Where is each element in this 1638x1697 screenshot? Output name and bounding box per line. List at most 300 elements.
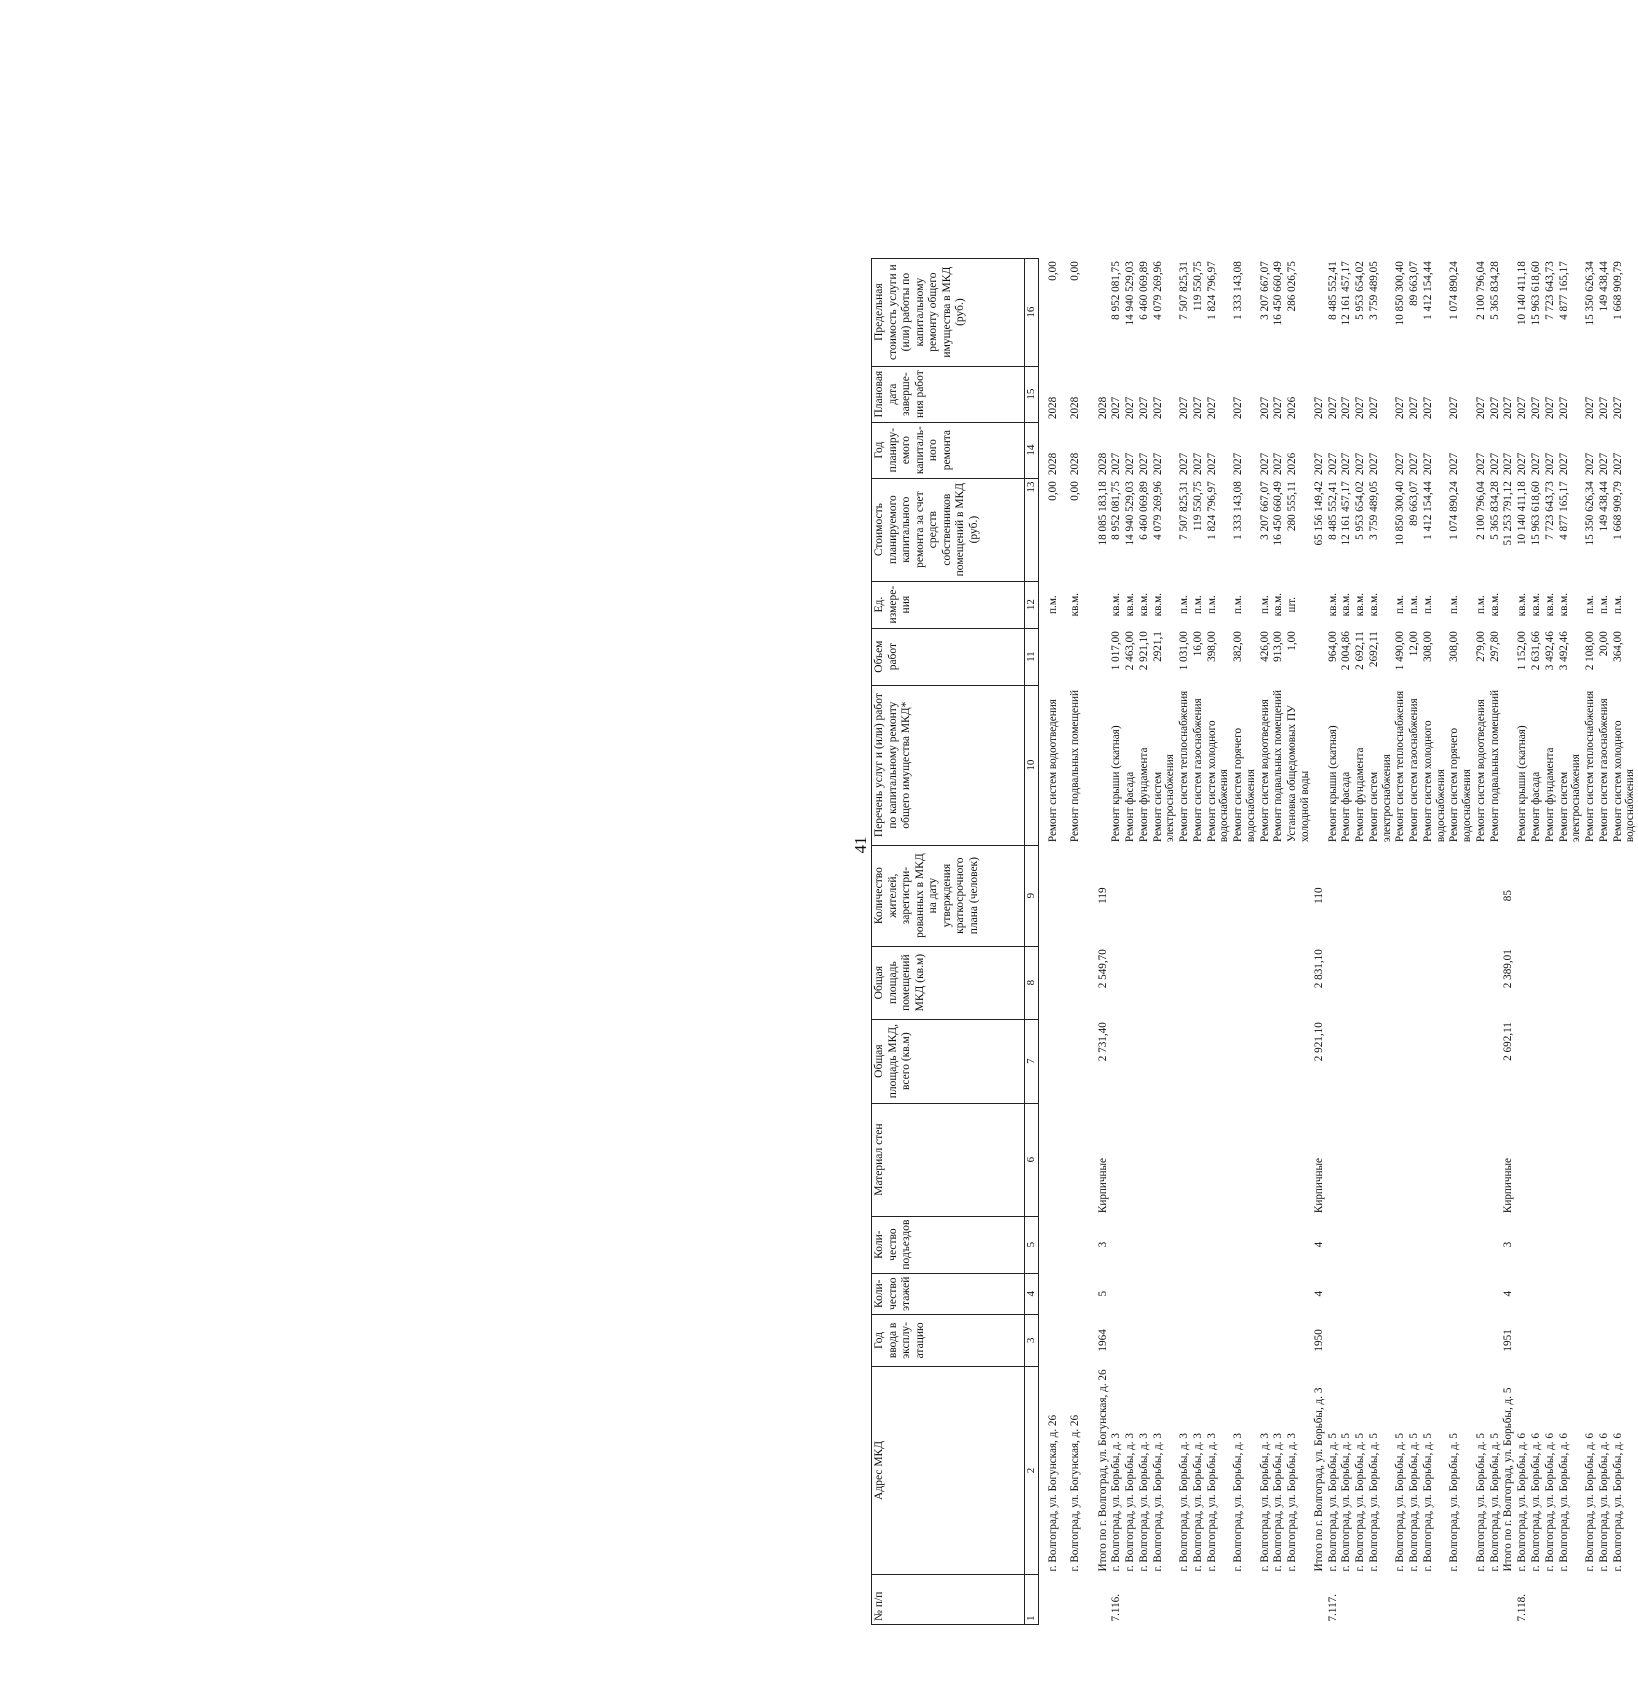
work-type-cell	[1502, 685, 1516, 845]
table-row	[1558, 258, 1585, 1624]
work-type-cell: Ремонт систем газоснабжения	[1191, 698, 1204, 843]
volume-cell: 1 031,00	[1178, 631, 1191, 671]
table-row	[1448, 258, 1475, 1624]
year-cell	[1558, 1314, 1585, 1366]
max-cost-cell: 6 460 069,89	[1137, 261, 1150, 320]
floors-cell	[1448, 1273, 1475, 1314]
cost-cell: 51 253 791,12	[1502, 481, 1515, 546]
completion-date-cell: 2027	[1272, 396, 1285, 420]
volume-cell: 16,00	[1191, 631, 1204, 657]
year-cell	[1530, 1314, 1544, 1366]
wall-material-cell	[1232, 1103, 1259, 1216]
header-cell: № п/п	[872, 1575, 1025, 1625]
entrances-cell	[1327, 1216, 1341, 1273]
floors-cell	[1489, 1273, 1503, 1314]
completion-date-cell: 2027	[1326, 396, 1339, 420]
address-cell: г. Волгоград, ул. Борьбы, д. 6	[1584, 1433, 1597, 1572]
total-area-cell	[1584, 1019, 1598, 1103]
table-row	[1138, 258, 1152, 1624]
address-cell: г. Волгоград, ул. Борьбы, д. 3	[1286, 1433, 1299, 1572]
work-type-cell: Ремонт фундамента	[1137, 747, 1150, 843]
unit-cell: п.м.	[1178, 595, 1191, 614]
year-cell	[1152, 1314, 1179, 1366]
address-cell: г. Волгоград, ул. Борьбы, д. 3	[1124, 1433, 1137, 1572]
repair-year-cell: 2027	[1326, 452, 1339, 476]
table-row	[1422, 258, 1449, 1624]
max-cost-cell: 89 663,07	[1408, 261, 1421, 306]
table-row	[1489, 258, 1503, 1624]
table-row	[1598, 258, 1612, 1624]
address-cell: г. Волгоград, ул. Борьбы, д. 5	[1421, 1433, 1434, 1572]
completion-date-cell: 2027	[1340, 396, 1353, 420]
entrances-cell	[1394, 1216, 1408, 1273]
repair-year-cell: 2027	[1151, 452, 1164, 476]
residents-cell	[1530, 845, 1544, 946]
work-type-cell: Ремонт систем холодного водоснабжения	[1611, 720, 1637, 843]
volume-cell: 3 492,46	[1543, 631, 1556, 671]
address-cell: г. Волгоград, ул. Борьбы, д. 3	[1205, 1433, 1218, 1572]
year-cell	[1124, 1314, 1138, 1366]
repair-year-cell: 2027	[1232, 452, 1245, 476]
unit-cell: п.м.	[1258, 595, 1271, 614]
completion-date-cell: 2027	[1137, 396, 1150, 420]
wall-material-cell	[1124, 1103, 1138, 1216]
repair-year-cell: 2027	[1597, 452, 1610, 476]
address-cell: Итого по г. Волгоград, ул. Борьбы, д. 5	[1502, 1387, 1515, 1572]
unit-cell: кв.м.	[1557, 592, 1570, 617]
header-cell: Перечень услуг и (или) работ по капитальному ремонту общего имущества МКД*	[872, 685, 1025, 845]
volume-cell: 2 004,86	[1340, 631, 1353, 671]
entrances-cell	[1558, 1216, 1585, 1273]
entrances-cell: 3	[1096, 1241, 1109, 1248]
volume-cell: 2921,1	[1151, 631, 1164, 662]
address-cell: г. Волгоград, ул. Борьбы, д. 6	[1597, 1433, 1610, 1572]
volume-cell: 3 492,46	[1557, 631, 1570, 671]
total-area-cell	[1272, 1019, 1286, 1103]
completion-date-cell: 2027	[1394, 396, 1407, 420]
wall-material-cell	[1408, 1103, 1422, 1216]
unit-cell	[1083, 581, 1111, 628]
residents-cell	[1272, 845, 1286, 946]
premises-area-cell	[1327, 946, 1341, 1019]
year-cell	[1138, 1314, 1152, 1366]
volume-cell	[1502, 628, 1516, 685]
table-row	[1083, 258, 1111, 1624]
floors-cell	[1138, 1273, 1152, 1314]
year-cell	[1192, 1314, 1206, 1366]
table-row	[1612, 258, 1638, 1624]
premises-area-cell	[1489, 946, 1503, 1019]
work-type-cell: Ремонт систем холодного водоснабжения	[1205, 720, 1231, 843]
repair-year-cell: 2027	[1543, 452, 1556, 476]
residents-cell	[1584, 845, 1598, 946]
year-cell	[1584, 1314, 1598, 1366]
row-number	[1558, 1575, 1585, 1625]
table-row	[1313, 258, 1327, 1624]
year-cell	[1448, 1314, 1475, 1366]
total-area-cell	[1489, 1019, 1503, 1103]
wall-material-cell	[1584, 1103, 1598, 1216]
premises-area-cell	[1178, 946, 1192, 1019]
unit-cell: п.м.	[1584, 595, 1597, 614]
completion-date-cell: 2027	[1408, 396, 1421, 420]
wall-material-cell	[1448, 1103, 1475, 1216]
table-row	[1327, 258, 1341, 1624]
total-area-cell	[1475, 1019, 1489, 1103]
volume-cell: 1 017,00	[1110, 631, 1123, 671]
year-cell	[1232, 1314, 1259, 1366]
address-cell: г. Волгоград, ул. Борьбы, д. 5	[1448, 1433, 1461, 1572]
work-type-cell: Ремонт систем газоснабжения	[1597, 698, 1610, 843]
completion-date-cell: 2027	[1367, 396, 1380, 420]
year-cell	[1327, 1314, 1341, 1366]
address-cell: г. Волгоград, ул. Борьбы, д. 3	[1232, 1433, 1245, 1572]
wall-material-cell	[1038, 1103, 1060, 1216]
year-cell	[1286, 1314, 1313, 1366]
repair-year-cell: 2027	[1421, 452, 1434, 476]
floors-cell: 5	[1096, 1290, 1109, 1297]
column-number: 3	[1025, 1314, 1039, 1366]
unit-cell: кв.м.	[1530, 592, 1542, 617]
row-number	[1272, 1575, 1286, 1625]
cost-cell: 16 450 660,49	[1272, 481, 1285, 546]
max-cost-cell: 10 850 300,40	[1394, 261, 1407, 326]
wall-material-cell	[1259, 1103, 1273, 1216]
volume-cell: 2 921,10	[1137, 631, 1150, 671]
total-area-cell	[1192, 1019, 1206, 1103]
max-cost-cell: 14 940 529,03	[1124, 261, 1137, 326]
max-cost-cell: 1 412 154,44	[1421, 261, 1434, 320]
floors-cell: 4	[1312, 1290, 1325, 1297]
max-cost-cell: 15 350 626,34	[1584, 261, 1597, 326]
year-cell	[1408, 1314, 1422, 1366]
max-cost-cell: 286 026,75	[1286, 261, 1299, 312]
unit-cell: п.м.	[1394, 595, 1407, 614]
work-type-cell	[1313, 685, 1327, 845]
table-row	[1206, 258, 1233, 1624]
floors-cell	[1530, 1273, 1544, 1314]
premises-area-cell	[1138, 946, 1152, 1019]
table-row	[1544, 258, 1558, 1624]
year-cell	[1038, 1314, 1060, 1366]
total-area-cell	[1544, 1019, 1558, 1103]
column-number: 14	[1025, 422, 1039, 478]
address-cell: г. Волгоград, ул. Борьбы, д. 3	[1191, 1433, 1204, 1572]
year-cell	[1272, 1314, 1286, 1366]
premises-area-cell: 2 549,70	[1096, 949, 1109, 989]
cost-cell: 7 507 825,31	[1178, 481, 1191, 540]
completion-date-cell: 2027	[1124, 396, 1137, 420]
volume-cell	[1061, 628, 1083, 685]
row-number	[1354, 1575, 1368, 1625]
floors-cell	[1038, 1273, 1060, 1314]
completion-date-cell: 2027	[1205, 396, 1218, 420]
work-type-cell: Ремонт систем водоотведения	[1046, 699, 1059, 843]
row-number	[1544, 1575, 1558, 1625]
repair-year-cell: 2027	[1530, 452, 1542, 476]
residents-cell	[1368, 845, 1395, 946]
premises-area-cell	[1272, 946, 1286, 1019]
address-cell: г. Волгоград, ул. Борьбы, д. 5	[1394, 1433, 1407, 1572]
wall-material-cell	[1178, 1103, 1192, 1216]
unit-cell: кв.м.	[1543, 592, 1556, 617]
completion-date-cell: 2027	[1488, 396, 1501, 420]
year-cell	[1340, 1314, 1354, 1366]
unit-cell	[1502, 581, 1516, 628]
premises-area-cell	[1448, 946, 1475, 1019]
table-row	[1124, 258, 1138, 1624]
wall-material-cell	[1192, 1103, 1206, 1216]
volume-cell: 382,00	[1232, 631, 1245, 662]
total-area-cell	[1178, 1019, 1192, 1103]
wall-material-cell	[1368, 1103, 1395, 1216]
column-number: 5	[1025, 1216, 1039, 1273]
premises-area-cell	[1038, 946, 1060, 1019]
row-number	[1286, 1575, 1313, 1625]
total-area-cell	[1408, 1019, 1422, 1103]
table-row	[1408, 258, 1422, 1624]
floors-cell	[1206, 1273, 1233, 1314]
unit-cell: п.м.	[1232, 595, 1245, 614]
completion-date-cell: 2027	[1232, 396, 1245, 420]
address-cell: г. Волгоград, ул. Борьбы, д. 6	[1557, 1433, 1570, 1572]
capital-repair-table	[871, 258, 1638, 1625]
unit-cell: п.м.	[1205, 595, 1218, 614]
address-cell: г. Волгоград, ул. Борьбы, д. 5	[1326, 1433, 1339, 1572]
cost-cell: 1 412 154,44	[1421, 481, 1434, 540]
entrances-cell	[1178, 1216, 1192, 1273]
floors-cell	[1178, 1273, 1192, 1314]
premises-area-cell	[1408, 946, 1422, 1019]
completion-date-cell: 2027	[1530, 396, 1542, 420]
row-number: 7.117.	[1326, 1593, 1339, 1622]
repair-year-cell: 2027	[1408, 452, 1421, 476]
volume-cell: 2 692,11	[1354, 631, 1367, 670]
row-number	[1598, 1575, 1612, 1625]
work-type-cell: Ремонт фундамента	[1543, 747, 1556, 843]
premises-area-cell	[1516, 946, 1530, 1019]
unit-cell	[1313, 581, 1327, 628]
floors-cell	[1475, 1273, 1489, 1314]
address-cell: г. Волгоград, ул. Борьбы, д. 5	[1408, 1433, 1421, 1572]
entrances-cell	[1612, 1216, 1638, 1273]
column-number: 11	[1025, 628, 1039, 685]
row-number	[1178, 1575, 1192, 1625]
floors-cell	[1516, 1273, 1530, 1314]
volume-cell	[1313, 628, 1327, 685]
entrances-cell	[1340, 1216, 1354, 1273]
max-cost-cell: 2 100 796,04	[1474, 261, 1487, 320]
row-number	[1475, 1575, 1489, 1625]
address-cell: г. Волгоград, ул. Борьбы, д. 5	[1367, 1433, 1380, 1572]
completion-date-cell: 2027	[1597, 396, 1610, 420]
floors-cell	[1368, 1273, 1395, 1314]
address-cell: г. Волгоград, ул. Борьбы, д. 3	[1110, 1433, 1123, 1572]
entrances-cell	[1286, 1216, 1313, 1273]
volume-cell: 2 108,00	[1584, 631, 1597, 671]
entrances-cell	[1448, 1216, 1475, 1273]
premises-area-cell	[1340, 946, 1354, 1019]
work-type-cell: Ремонт систем электроснабжения	[1557, 754, 1583, 843]
repair-year-cell: 2027	[1516, 452, 1529, 476]
wall-material-cell: Кирпичные	[1502, 1158, 1515, 1214]
unit-cell: кв.м.	[1488, 592, 1501, 617]
wall-material-cell	[1475, 1103, 1489, 1216]
entrances-cell	[1206, 1216, 1233, 1273]
residents-cell	[1489, 845, 1503, 946]
premises-area-cell	[1286, 946, 1313, 1019]
completion-date-cell: 2027	[1421, 396, 1434, 420]
max-cost-cell: 5 365 834,28	[1488, 261, 1501, 320]
total-area-cell	[1354, 1019, 1368, 1103]
cost-cell: 8 485 552,41	[1326, 481, 1339, 540]
cost-cell: 12 161 457,17	[1340, 481, 1353, 546]
entrances-cell	[1152, 1216, 1179, 1273]
entrances-cell	[1038, 1216, 1060, 1273]
wall-material-cell: Кирпичные	[1096, 1158, 1109, 1214]
wall-material-cell	[1558, 1103, 1585, 1216]
wall-material-cell	[1516, 1103, 1530, 1216]
total-area-cell	[1558, 1019, 1585, 1103]
volume-cell: 1 152,00	[1516, 631, 1529, 671]
floors-cell	[1612, 1273, 1638, 1314]
max-cost-cell: 12 161 457,17	[1340, 261, 1353, 326]
entrances-cell: 4	[1312, 1241, 1325, 1248]
wall-material-cell	[1272, 1103, 1286, 1216]
wall-material-cell	[1354, 1103, 1368, 1216]
total-area-cell	[1368, 1019, 1395, 1103]
completion-date-cell: 2027	[1191, 396, 1204, 420]
unit-cell: п.м.	[1046, 595, 1059, 614]
row-number	[1489, 1575, 1503, 1625]
table-row	[1340, 258, 1354, 1624]
work-type-cell: Ремонт крыши (скатная)	[1326, 725, 1339, 843]
row-number	[1530, 1575, 1544, 1625]
premises-area-cell	[1259, 946, 1273, 1019]
entrances-cell: 3	[1502, 1241, 1515, 1248]
column-number: 9	[1025, 845, 1039, 946]
unit-cell: кв.м.	[1137, 592, 1150, 617]
max-cost-cell: 1 668 909,79	[1611, 261, 1624, 320]
column-number: 6	[1025, 1103, 1039, 1216]
total-area-cell	[1530, 1019, 1544, 1103]
address-cell: г. Волгоград, ул. Борьбы, д. 5	[1474, 1433, 1487, 1572]
floors-cell	[1584, 1273, 1598, 1314]
cost-cell: 15 350 626,34	[1584, 481, 1597, 546]
unit-cell: шт.	[1286, 596, 1299, 613]
max-cost-cell: 15 963 618,60	[1530, 261, 1542, 326]
residents-cell	[1354, 845, 1368, 946]
premises-area-cell	[1530, 946, 1544, 1019]
table-row	[1061, 258, 1083, 1624]
residents-cell	[1232, 845, 1259, 946]
volume-cell: 913,00	[1272, 631, 1285, 662]
completion-date-cell: 2028	[1046, 396, 1059, 420]
header-cell: Стоимость планируемого капитального ремонта за счет средств собственников помещений в МКД (руб.)	[872, 478, 1025, 581]
address-cell: г. Волгоград, ул. Борьбы, д. 5	[1488, 1433, 1501, 1572]
residents-cell	[1192, 845, 1206, 946]
year-cell	[1354, 1314, 1368, 1366]
repair-year-cell: 2027	[1137, 452, 1150, 476]
completion-date-cell: 2027	[1516, 396, 1529, 420]
cost-cell: 4 877 165,17	[1557, 481, 1570, 540]
total-area-cell: 2 731,40	[1096, 1022, 1109, 1062]
entrances-cell	[1544, 1216, 1558, 1273]
repair-year-cell: 2027	[1584, 452, 1597, 476]
residents-cell	[1327, 845, 1341, 946]
premises-area-cell	[1558, 946, 1585, 1019]
year-cell	[1110, 1314, 1124, 1366]
wall-material-cell	[1152, 1103, 1179, 1216]
floors-cell	[1354, 1273, 1368, 1314]
table-row	[1584, 258, 1598, 1624]
repair-year-cell: 2027	[1340, 452, 1353, 476]
premises-area-cell	[1394, 946, 1408, 1019]
floors-cell	[1340, 1273, 1354, 1314]
table-row	[1192, 258, 1206, 1624]
volume-cell	[1083, 628, 1111, 685]
cost-cell: 280 555,11	[1286, 481, 1299, 532]
residents-cell	[1516, 845, 1530, 946]
completion-date-cell: 2027	[1502, 396, 1515, 420]
residents-cell: 85	[1502, 890, 1515, 902]
premises-area-cell	[1192, 946, 1206, 1019]
table-body	[1038, 258, 1638, 1624]
floors-cell	[1598, 1273, 1612, 1314]
completion-date-cell: 2027	[1110, 396, 1123, 420]
floors-cell	[1152, 1273, 1179, 1314]
entrances-cell	[1489, 1216, 1503, 1273]
total-area-cell	[1152, 1019, 1179, 1103]
header-cell: Предельная стоимость услуги и (или) работы по капитальному ремонту общего имущества в МКД (руб.)	[872, 258, 1025, 366]
premises-area-cell: 2 831,10	[1312, 949, 1325, 989]
year-cell	[1612, 1314, 1638, 1366]
column-number: 15	[1025, 366, 1039, 422]
volume-cell: 2 631,66	[1530, 631, 1542, 671]
premises-area-cell	[1232, 946, 1259, 1019]
residents-cell	[1061, 845, 1083, 946]
entrances-cell	[1598, 1216, 1612, 1273]
repair-year-cell: 2027	[1611, 452, 1624, 476]
max-cost-cell: 8 485 552,41	[1326, 261, 1339, 320]
address-cell: г. Волгоград, ул. Борьбы, д. 6	[1516, 1433, 1529, 1572]
work-type-cell: Ремонт систем водоотведения	[1474, 699, 1487, 843]
cost-cell: 2 100 796,04	[1474, 481, 1487, 540]
page-number: 41	[851, 836, 870, 854]
cost-cell: 15 963 618,60	[1530, 481, 1542, 546]
repair-year-cell: 2027	[1191, 452, 1204, 476]
premises-area-cell: 2 389,01	[1502, 949, 1515, 989]
column-number: 12	[1025, 581, 1039, 628]
table-row	[1110, 258, 1124, 1624]
cost-cell: 1 074 890,24	[1448, 481, 1461, 540]
work-type-cell: Ремонт фасада	[1340, 771, 1353, 843]
completion-date-cell: 2028	[1068, 396, 1081, 420]
address-cell: г. Волгоград, ул. Борьбы, д. 5	[1340, 1433, 1353, 1572]
repair-year-cell: 2027	[1272, 452, 1285, 476]
table-row	[1502, 258, 1516, 1624]
repair-year-cell: 2027	[1354, 452, 1367, 476]
floors-cell	[1061, 1273, 1083, 1314]
unit-cell: кв.м.	[1124, 592, 1137, 617]
year-cell	[1061, 1314, 1083, 1366]
cost-cell: 5 365 834,28	[1488, 481, 1501, 540]
residents-cell	[1422, 845, 1449, 946]
residents-cell: 119	[1096, 887, 1109, 904]
premises-area-cell	[1422, 946, 1449, 1019]
address-cell: г. Волгоград, ул. Борьбы, д. 3	[1137, 1433, 1150, 1572]
repair-year-cell: 2028	[1068, 452, 1081, 476]
